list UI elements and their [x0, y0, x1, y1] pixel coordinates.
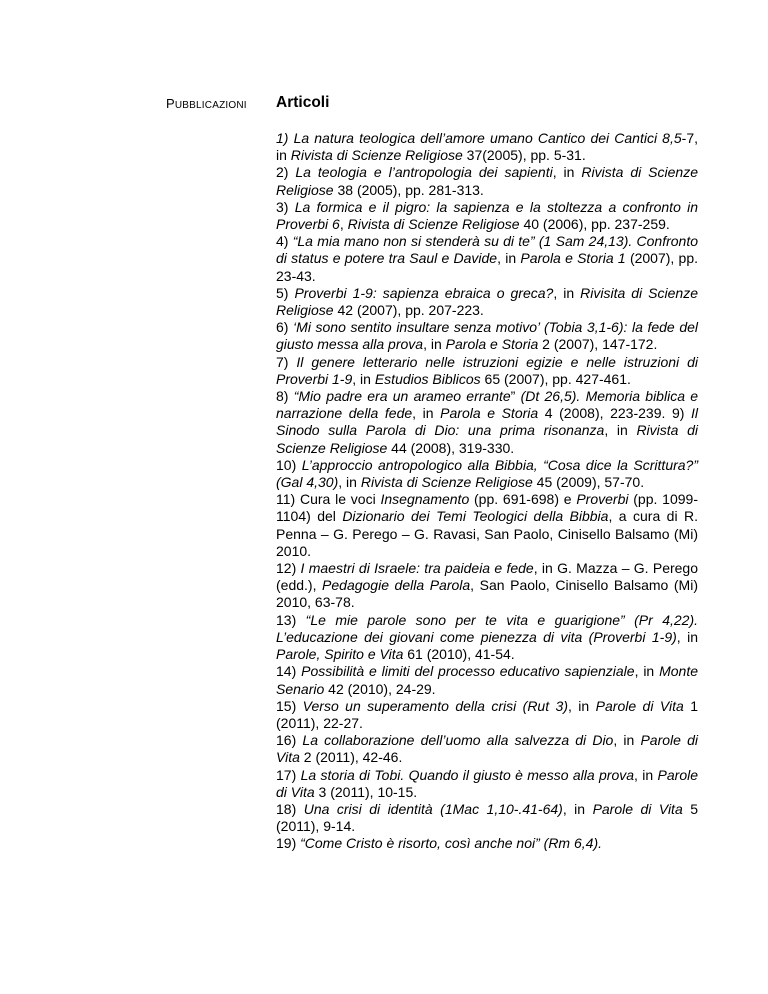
article-entry-italic-text: Parole di Vita — [276, 766, 699, 800]
article-entry-text: , in — [553, 284, 581, 301]
article-entry-italic-text: ‘Mi sono sentito insultare senza motivo’ (Tobia 3,1-6): la fede del giusto messa alla prova — [276, 319, 698, 353]
article-entry-text: 45 (2009), 57-70. — [532, 474, 645, 491]
article-entry-italic-text: Parola e Storia 1 — [520, 250, 626, 267]
article-entry-italic-text: Una crisi di identità (1Mac 1,10-.41-64) — [303, 800, 563, 817]
article-entry-italic-text: La teologia e l’antropologia dei sapienti — [295, 164, 553, 181]
article-entry-text: 3 (2011), 10-15. — [314, 783, 418, 800]
article-entry-text: 5) — [276, 284, 295, 301]
article-entry-text: 65 (2007), pp. 427-461. — [480, 370, 631, 387]
article-entry-italic-text: La collaborazione dell’uomo alla salvezza di Dio — [302, 732, 614, 749]
article-entry — [276, 354, 698, 388]
article-entry-text: , — [339, 216, 348, 233]
article-entry-italic-text: Parole di Vita — [595, 697, 684, 714]
article-entry-text: 10) — [276, 456, 302, 473]
article-entry-text: (pp. 691-698) e — [469, 491, 577, 508]
article-entry — [276, 164, 698, 198]
article-entry-text: (2007), pp. 23-43. — [276, 250, 698, 284]
article-entry-italic-text: I maestri di Israele: tra paideia e fede — [300, 560, 534, 577]
article-entry-text: 40 (2006), pp. 237-259. — [519, 216, 670, 233]
article-entry-italic-text: “Come Cristo è risorto, così anche noi” (Rm 6,4). — [300, 835, 602, 852]
article-entry — [276, 388, 698, 457]
article-entry-italic-text: Rivista di Scienze Religiose — [347, 216, 520, 233]
article-entry-text: 16) — [276, 732, 303, 749]
article-entry — [276, 732, 698, 766]
article-entry-text: 8) — [276, 388, 294, 405]
article-entry-italic-text: Il Sinodo sulla Parola di Dio: una prima risonanza — [276, 405, 698, 439]
article-entry-italic-text: Rivista di Scienze Religiose — [290, 147, 463, 164]
article-entry-text: 6) — [276, 319, 294, 336]
article-entry-text: 42 (2007), pp. 207-223. — [333, 302, 484, 319]
article-entry-text: 44 (2008), 319-330. — [387, 439, 515, 456]
article-entry-text: (pp. 1099-1104) del — [276, 491, 698, 525]
article-entry-text: , in — [604, 422, 637, 439]
article-entry-italic-text: Proverbi — [576, 491, 629, 508]
article-entry-text: 15) — [276, 697, 303, 714]
article-entry-italic-text: Parole, Spirito e Vita — [276, 646, 404, 663]
article-entry-text: 37(2005), pp. 5-31. — [462, 147, 586, 164]
article-entry-text: , in — [567, 697, 596, 714]
article-entry — [276, 612, 698, 664]
article-entry-italic-text: Parola e Storia — [445, 336, 539, 353]
article-entry-italic-text: L’approccio antropologico alla Bibbia, “Cosa dice la Scrittura?” (Gal 4,30) — [276, 456, 699, 491]
article-entry-text: , in — [562, 800, 593, 817]
article-entry — [276, 663, 698, 697]
article-entry-italic-text: “Le mie parole sono per te vita e guarigione” (Pr 4,22). L’educazione dei giovani come pienezza di vita (Proverbi 1-9) — [276, 611, 698, 645]
article-entry-text: ” — [510, 388, 516, 405]
article-entry-text: , in — [634, 766, 658, 783]
section-label-rest: UBBLICAZIONI — [174, 100, 247, 111]
article-entry-italic-text: Rivisita di Scienze Religiose — [276, 284, 698, 319]
article-entry-text: -7, in — [276, 130, 698, 164]
article-entry-text: 4 (2008), 223-239. 9) — [538, 405, 691, 422]
article-entry-italic-text: La formica e il pigro: la sapienza e la stoltezza a confronto in Proverbi 6 — [276, 198, 698, 233]
article-entry-italic-text: Pedagogie della Parola — [322, 577, 471, 594]
article-entry — [276, 767, 698, 801]
article-entry-italic-text: Parola e Storia — [440, 405, 539, 422]
article-entry-text: 1 (2011), 22-27. — [276, 697, 698, 731]
article-entry-text: 19) — [276, 835, 301, 852]
section-label-pubblicazioni — [166, 96, 247, 111]
article-entry-italic-text: Dizionario dei Temi Teologici della Bibbia — [342, 508, 609, 525]
section-label-initial: P — [166, 96, 175, 111]
article-entry-italic-text: Parole di Vita — [592, 800, 683, 817]
article-entry-text: 42 (2010), 24-29. — [324, 680, 436, 697]
article-entry-text: , in — [634, 663, 660, 680]
article-entry-text: 18) — [276, 800, 304, 817]
article-entry-text: , in — [423, 336, 446, 353]
article-entry-italic-text: (Dt 26,5). Memoria biblica e narrazione della fede — [276, 388, 699, 422]
article-entry-italic-text: Verso un superamento della crisi (Rut 3) — [302, 697, 568, 714]
article-entry-italic-text: “La mia mano non si stenderà su di te” (1 Sam 24,13). Confronto di status e potere tra Saul e Davide — [276, 233, 698, 267]
article-entry-text: , in — [412, 405, 441, 422]
article-entry-italic-text: Proverbi 1-9: sapienza ebraica o greca? — [294, 284, 554, 301]
article-entry-text: , in — [552, 164, 582, 181]
article-entry-italic-text: La storia di Tobi. Quando il giusto è messo alla prova — [300, 766, 635, 783]
article-entry — [276, 560, 698, 612]
section-title-articoli: Articoli — [276, 94, 330, 111]
article-entry-text: 17) — [276, 766, 301, 783]
article-entry-text: 2 (2011), 42-46. — [299, 749, 403, 766]
article-entry-italic-text: Il genere letterario nelle istruzioni egizie e nelle istruzioni di Proverbi 1-9 — [276, 353, 698, 387]
article-entry-italic-text: Insegnamento — [380, 491, 470, 508]
article-entry — [276, 233, 698, 285]
article-entry-text: 5 (2011), 9-14. — [276, 800, 698, 835]
article-entry-text: , in — [613, 732, 641, 749]
articles-list — [276, 130, 698, 853]
article-entry — [276, 319, 698, 353]
article-entry-italic-text: Parole di Vita — [276, 732, 698, 766]
article-entry — [276, 457, 698, 491]
article-entry — [276, 491, 698, 560]
article-entry-text: , a cura di R. Penna – G. Perego – G. Ravasi, San Paolo, Cinisello Balsamo (Mi) 2010. — [276, 508, 698, 559]
article-entry-text: , in G. Mazza – G. Perego (edd.), — [276, 560, 698, 594]
article-entry — [276, 698, 698, 732]
article-entry — [276, 801, 698, 835]
article-entry — [276, 835, 698, 852]
article-entry-text: 38 (2005), pp. 281-313. — [333, 181, 484, 198]
article-entry-italic-text: Estudios Biblicos — [374, 370, 481, 387]
article-entry-text: 61 (2010), 41-54. — [403, 646, 515, 663]
article-entry-italic-text: Monte Senario — [276, 663, 698, 697]
article-entry-text: 7) — [276, 353, 297, 370]
article-entry-text: 2 (2007), 147-172. — [538, 336, 658, 353]
article-entry — [276, 130, 698, 164]
article-entry-text: 3) — [276, 198, 295, 215]
article-entry-text: , in — [338, 474, 361, 491]
article-entry-italic-text: Rivista di Scienze Religiose — [276, 164, 698, 198]
article-entry-italic-text: Possibilità e limiti del processo educativo sapienziale — [301, 663, 635, 680]
article-entry-text: 11) Cura le voci — [276, 491, 381, 508]
article-entry-italic-text: 1) La natura teologica dell’amore umano Cantico dei Cantici 8,5 — [276, 130, 682, 146]
article-entry-text: 2) — [276, 164, 296, 181]
article-entry-italic-text: “Mio padre era un arameo errante — [293, 388, 511, 405]
article-entry-text: , in — [676, 628, 698, 645]
article-entry-text: , in — [352, 370, 375, 387]
article-entry-text: 12) — [276, 560, 301, 577]
article-entry-text: , San Paolo, Cinisello Balsamo (Mi) 2010, 63-78. — [276, 577, 698, 611]
article-entry-text: 13) — [276, 611, 306, 628]
article-entry-text: 4) — [276, 233, 293, 250]
article-entry — [276, 285, 698, 319]
article-entry-text: , in — [497, 250, 521, 267]
article-entry-italic-text: Rivista di Scienze Religiose — [276, 422, 698, 456]
article-entry-italic-text: Rivista di Scienze Religiose — [360, 474, 533, 491]
article-entry — [276, 199, 698, 233]
article-entry-text: 14) — [276, 663, 302, 680]
